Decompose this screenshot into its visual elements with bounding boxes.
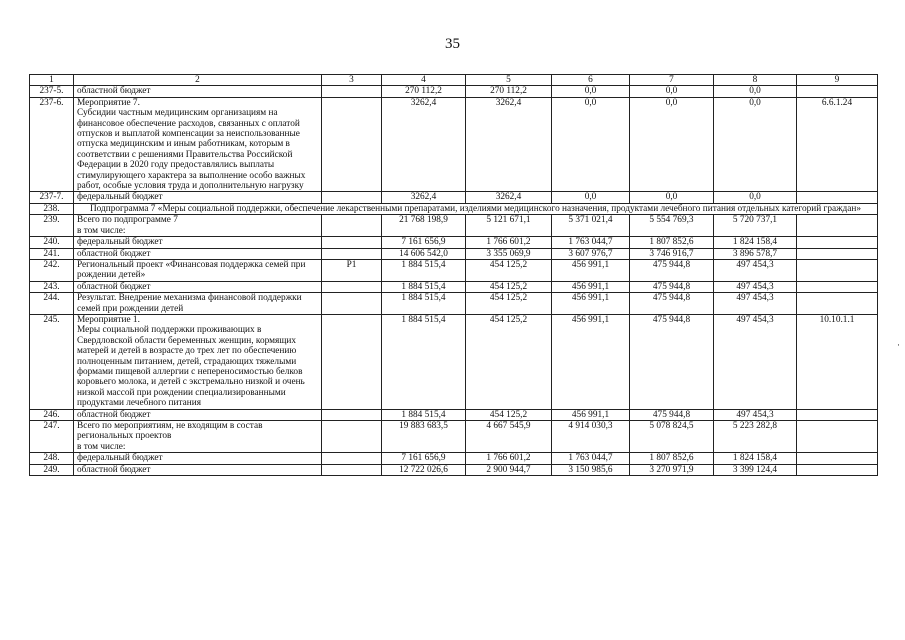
- header-cell: 4: [382, 75, 466, 86]
- table-row: [30, 293, 878, 315]
- amount-cell: 0,0: [630, 86, 714, 97]
- amount-cell: 3 607 976,7: [552, 248, 630, 259]
- header-cell: 1: [30, 75, 74, 86]
- amount-cell: 4 667 545,9: [466, 421, 552, 453]
- amount-cell: 1 766 601,2: [466, 453, 552, 464]
- amount-cell: 3 399 124,4: [714, 464, 797, 475]
- amount-cell: 1 763 044,7: [552, 453, 630, 464]
- row-code: [322, 237, 382, 248]
- row-name: Мероприятие 1. Меры социальной поддержки проживающих в Свердловской области беременных женщин, кормящих матерей и детей в возрасте до трех лет по обеспечению полноценным питанием, детей, страдающих тяжелыми формами пищевой аллергии с непереносимостью белков коровьего молока, и детей с экстремально низкой и очень низкой массой при рождении специализированными продуктами лечебного питания: [74, 314, 322, 409]
- amount-cell: 270 112,2: [466, 86, 552, 97]
- header-cell: 3: [322, 75, 382, 86]
- amount-cell: 3262,4: [466, 192, 552, 203]
- row-number: 244.: [30, 293, 74, 315]
- target-indicator: [797, 237, 878, 248]
- amount-cell: 3 150 985,6: [552, 464, 630, 475]
- amount-cell: 3 896 578,7: [714, 248, 797, 259]
- row-code: [322, 248, 382, 259]
- amount-cell: 1 884 515,4: [382, 409, 466, 420]
- row-code: [322, 409, 382, 420]
- amount-cell: 7 161 656,9: [382, 453, 466, 464]
- row-number: 239.: [30, 215, 74, 237]
- amount-cell: 1 807 852,6: [630, 237, 714, 248]
- amount-cell: 1 824 158,4: [714, 453, 797, 464]
- amount-cell: 456 991,1: [552, 259, 630, 281]
- row-number: 246.: [30, 409, 74, 420]
- row-code: [322, 97, 382, 192]
- header-cell: 7: [630, 75, 714, 86]
- table-row: [30, 97, 878, 192]
- amount-cell: 0,0: [630, 192, 714, 203]
- row-code: P1: [322, 259, 382, 281]
- amount-cell: 5 720 737,1: [714, 215, 797, 237]
- amount-cell: 0,0: [630, 97, 714, 192]
- amount-cell: 0,0: [714, 86, 797, 97]
- amount-cell: 1 763 044,7: [552, 237, 630, 248]
- amount-cell: 456 991,1: [552, 409, 630, 420]
- target-indicator: [797, 86, 878, 97]
- budget-table: [29, 74, 878, 476]
- header-cell: 6: [552, 75, 630, 86]
- row-name: областной бюджет: [74, 464, 322, 475]
- amount-cell: 19 883 683,5: [382, 421, 466, 453]
- amount-cell: 475 944,8: [630, 293, 714, 315]
- target-indicator: [797, 281, 878, 292]
- row-name: Региональный проект «Финансовая поддержка семей при рождении детей»: [74, 259, 322, 281]
- amount-cell: 0,0: [714, 192, 797, 203]
- amount-cell: 5 223 282,8: [714, 421, 797, 453]
- table-row: [30, 453, 878, 464]
- row-name: федеральный бюджет: [74, 453, 322, 464]
- target-indicator: 6.6.1.24: [797, 97, 878, 192]
- amount-cell: 475 944,8: [630, 259, 714, 281]
- amount-cell: 475 944,8: [630, 281, 714, 292]
- amount-cell: 21 768 198,9: [382, 215, 466, 237]
- header-cell: 9: [797, 75, 878, 86]
- target-indicator: [797, 464, 878, 475]
- amount-cell: 456 991,1: [552, 281, 630, 292]
- table-row: [30, 281, 878, 292]
- page-number: 35: [445, 36, 460, 52]
- target-indicator: [797, 192, 878, 203]
- amount-cell: 0,0: [714, 97, 797, 192]
- row-name: федеральный бюджет: [74, 237, 322, 248]
- header-row: [30, 75, 878, 86]
- row-number: 238.: [30, 203, 74, 214]
- row-number: 249.: [30, 464, 74, 475]
- table-row: [30, 421, 878, 453]
- row-code: [322, 215, 382, 237]
- amount-cell: 1 807 852,6: [630, 453, 714, 464]
- amount-cell: 497 454,3: [714, 281, 797, 292]
- amount-cell: 497 454,3: [714, 293, 797, 315]
- amount-cell: 1 884 515,4: [382, 281, 466, 292]
- amount-cell: 475 944,8: [630, 314, 714, 409]
- amount-cell: 3262,4: [382, 192, 466, 203]
- row-code: [322, 281, 382, 292]
- table-row: [30, 86, 878, 97]
- amount-cell: 497 454,3: [714, 314, 797, 409]
- target-indicator: 10.10.1.1: [797, 314, 878, 409]
- row-code: [322, 192, 382, 203]
- subprogram-title: Подпрограмма 7 «Меры социальной поддержки, обеспечение лекарственными препаратами, изделиями медицинского назначения, продуктами лечебного питания отдельных категорий граждан»: [74, 203, 878, 214]
- row-code: [322, 293, 382, 315]
- amount-cell: 5 371 021,4: [552, 215, 630, 237]
- table-row: [30, 314, 878, 409]
- amount-cell: 1 766 601,2: [466, 237, 552, 248]
- header-cell: 8: [714, 75, 797, 86]
- amount-cell: 1 884 515,4: [382, 293, 466, 315]
- amount-cell: 454 125,2: [466, 259, 552, 281]
- row-name: федеральный бюджет: [74, 192, 322, 203]
- table-row: [30, 248, 878, 259]
- amount-cell: 14 606 542,0: [382, 248, 466, 259]
- table-row: [30, 409, 878, 420]
- amount-cell: 0,0: [552, 97, 630, 192]
- row-name: областной бюджет: [74, 281, 322, 292]
- amount-cell: 456 991,1: [552, 314, 630, 409]
- row-number: 241.: [30, 248, 74, 259]
- row-number: 237-7.: [30, 192, 74, 203]
- table-row: [30, 259, 878, 281]
- row-number: 237-5.: [30, 86, 74, 97]
- margin-mark: ·: [897, 340, 900, 350]
- table-row: [30, 237, 878, 248]
- row-number: 243.: [30, 281, 74, 292]
- table-row: [30, 192, 878, 203]
- amount-cell: 497 454,3: [714, 409, 797, 420]
- amount-cell: 497 454,3: [714, 259, 797, 281]
- row-name: областной бюджет: [74, 409, 322, 420]
- table-row: [30, 215, 878, 237]
- amount-cell: 5 121 671,1: [466, 215, 552, 237]
- amount-cell: 1 824 158,4: [714, 237, 797, 248]
- amount-cell: 454 125,2: [466, 293, 552, 315]
- row-code: [322, 314, 382, 409]
- amount-cell: 3 746 916,7: [630, 248, 714, 259]
- amount-cell: 454 125,2: [466, 314, 552, 409]
- amount-cell: 2 900 944,7: [466, 464, 552, 475]
- table-row: [30, 464, 878, 475]
- target-indicator: [797, 215, 878, 237]
- row-code: [322, 86, 382, 97]
- amount-cell: 454 125,2: [466, 409, 552, 420]
- table-row: [30, 203, 878, 214]
- amount-cell: 475 944,8: [630, 409, 714, 420]
- row-number: 245.: [30, 314, 74, 409]
- row-name: Результат. Внедрение механизма финансовой поддержки семей при рождении детей: [74, 293, 322, 315]
- amount-cell: 3262,4: [382, 97, 466, 192]
- target-indicator: [797, 421, 878, 453]
- row-name: Всего по подпрограмме 7 в том числе:: [74, 215, 322, 237]
- amount-cell: 5 554 769,3: [630, 215, 714, 237]
- amount-cell: 5 078 824,5: [630, 421, 714, 453]
- amount-cell: 1 884 515,4: [382, 314, 466, 409]
- row-name: областной бюджет: [74, 86, 322, 97]
- amount-cell: 0,0: [552, 86, 630, 97]
- amount-cell: 3 355 069,9: [466, 248, 552, 259]
- amount-cell: 1 884 515,4: [382, 259, 466, 281]
- amount-cell: 270 112,2: [382, 86, 466, 97]
- amount-cell: 4 914 030,3: [552, 421, 630, 453]
- amount-cell: 12 722 026,6: [382, 464, 466, 475]
- row-name: областной бюджет: [74, 248, 322, 259]
- target-indicator: [797, 248, 878, 259]
- row-name: Мероприятие 7. Субсидии частным медицинским организациям на финансовое обеспечение расходов, связанных с оплатой отпусков и выплатой компенсации за неиспользованные отпуска медицинским и иным работникам, которым в соответствии с решениями Правительства Российской Федерации в 2020 году предоставлялись выплаты стимулирующего характера за выполнение особо важных работ, особые условия труда и дополнительную нагрузку: [74, 97, 322, 192]
- amount-cell: 454 125,2: [466, 281, 552, 292]
- row-number: 247.: [30, 421, 74, 453]
- amount-cell: 3 270 971,9: [630, 464, 714, 475]
- amount-cell: 0,0: [552, 192, 630, 203]
- row-number: 237-6.: [30, 97, 74, 192]
- target-indicator: [797, 409, 878, 420]
- row-name: Всего по мероприятиям, не входящим в состав региональных проектов в том числе:: [74, 421, 322, 453]
- row-number: 240.: [30, 237, 74, 248]
- amount-cell: 3262,4: [466, 97, 552, 192]
- row-number: 248.: [30, 453, 74, 464]
- row-number: 242.: [30, 259, 74, 281]
- amount-cell: 456 991,1: [552, 293, 630, 315]
- row-code: [322, 453, 382, 464]
- header-cell: 2: [74, 75, 322, 86]
- header-cell: 5: [466, 75, 552, 86]
- target-indicator: [797, 293, 878, 315]
- row-code: [322, 421, 382, 453]
- amount-cell: 7 161 656,9: [382, 237, 466, 248]
- target-indicator: [797, 453, 878, 464]
- target-indicator: [797, 259, 878, 281]
- row-code: [322, 464, 382, 475]
